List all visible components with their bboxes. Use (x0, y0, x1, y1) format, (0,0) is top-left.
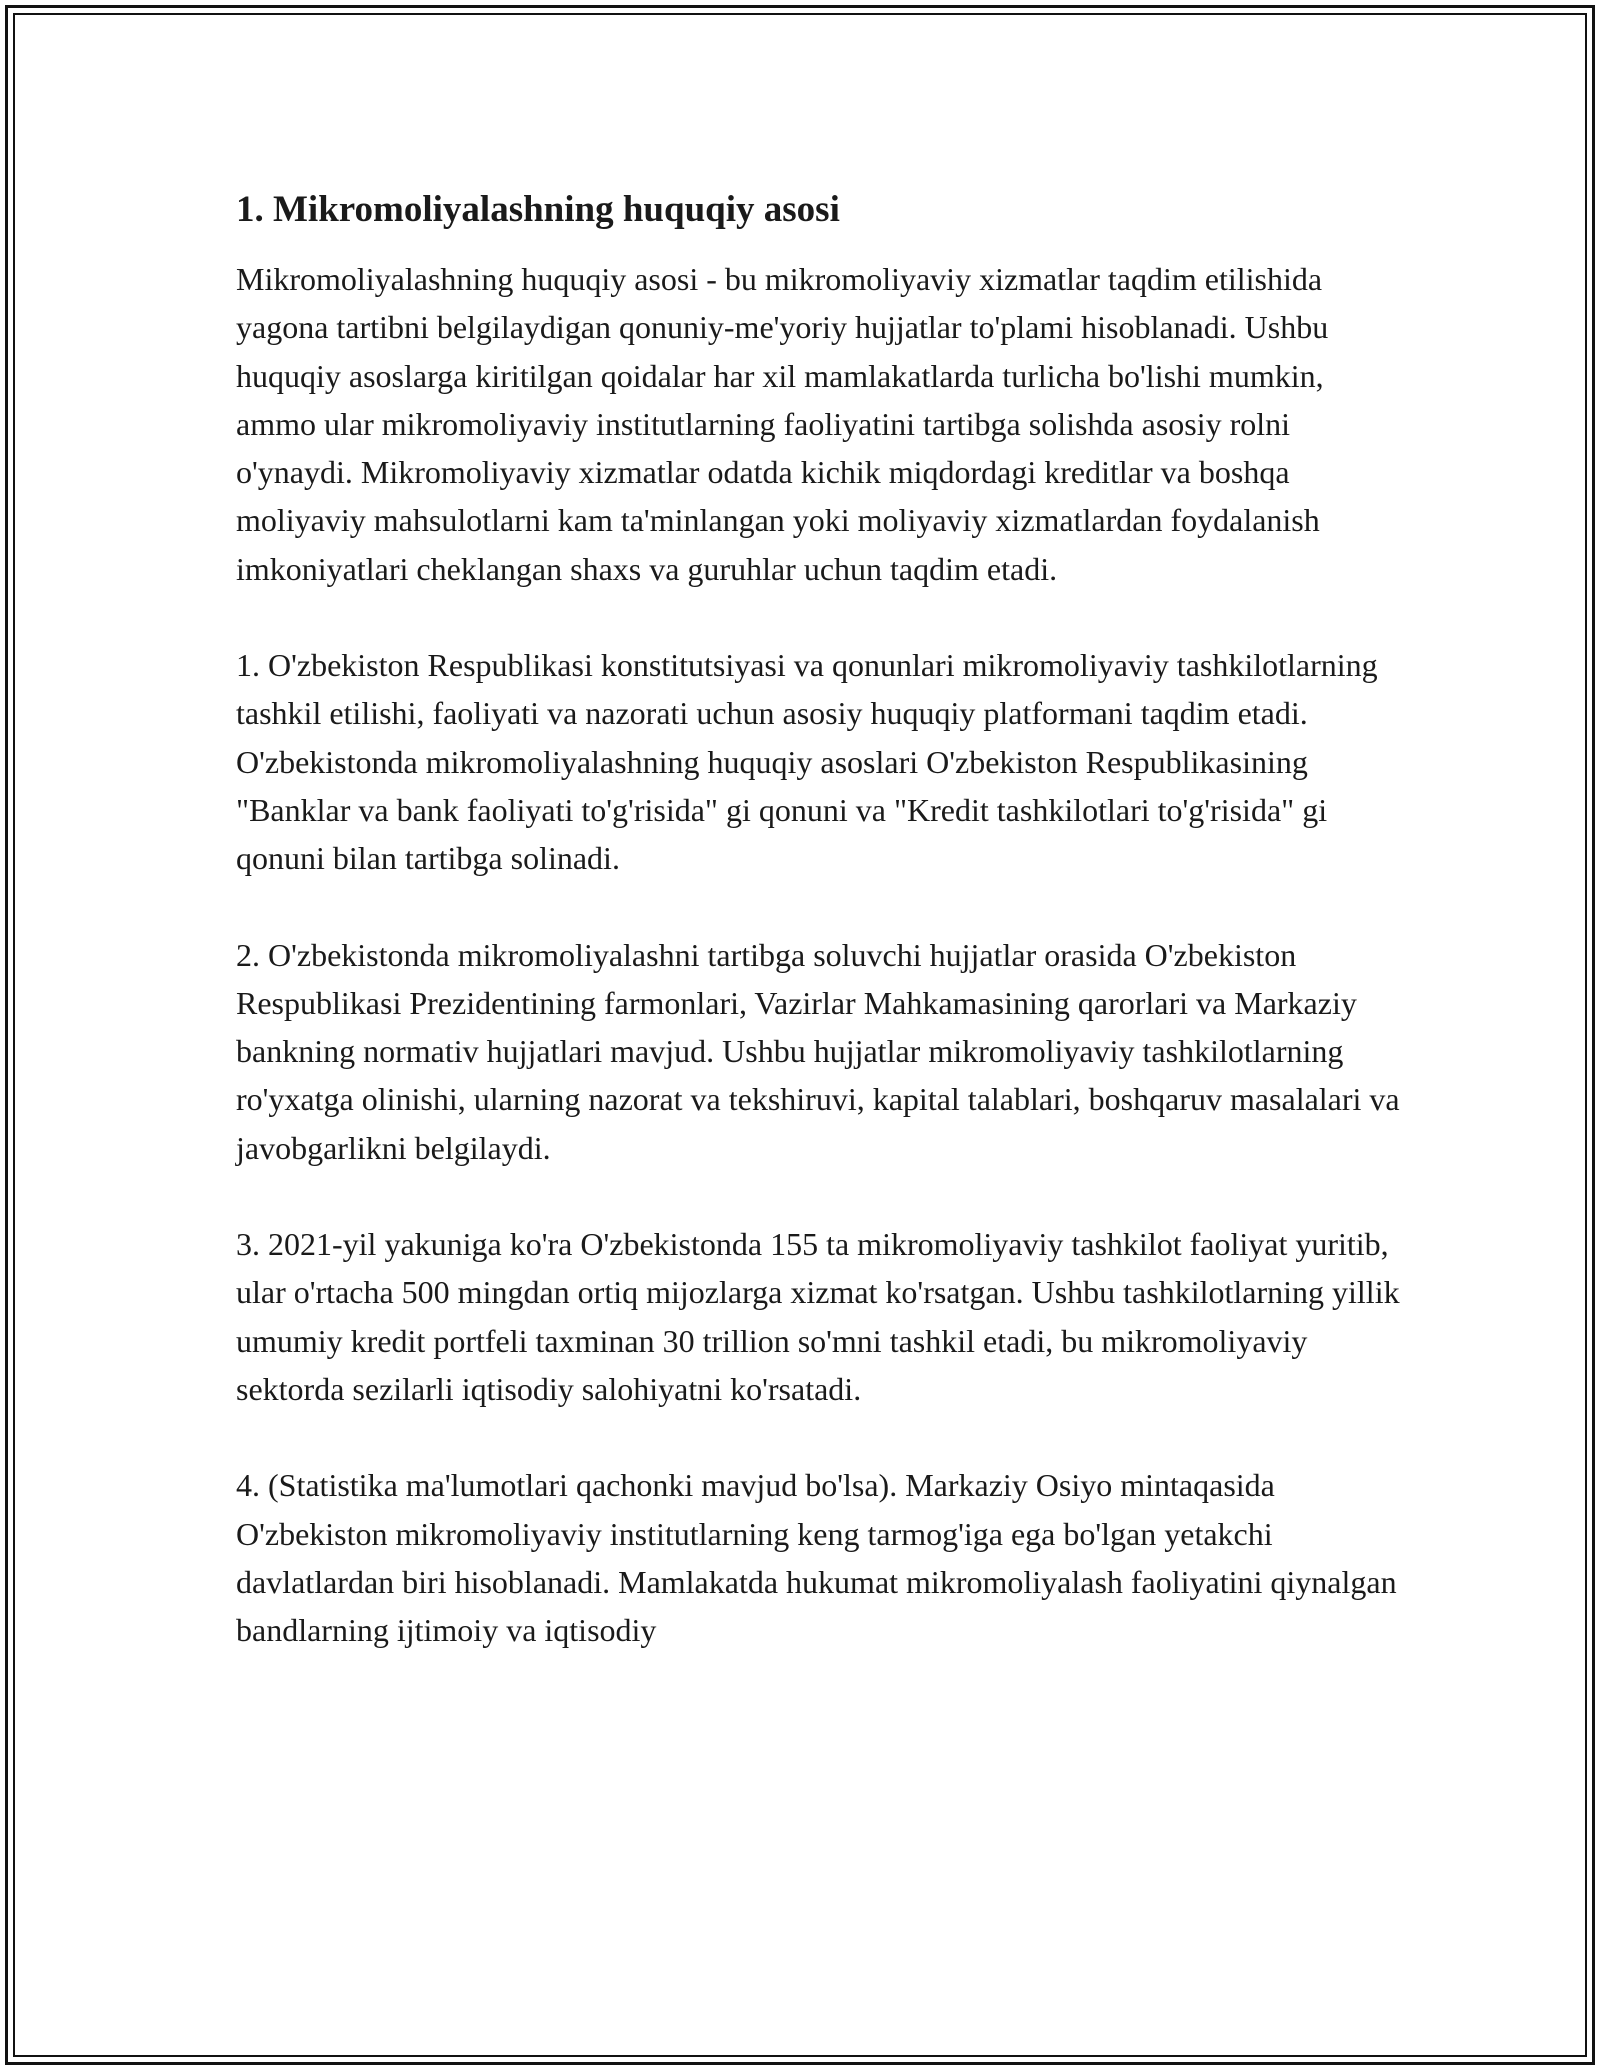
section-title: 1. Mikromoliyalashning huquqiy asosi (236, 189, 840, 230)
paragraph-intro: Mikromoliyalashning huquqiy asosi - bu mikromoliyaviy xizmatlar taqdim etilishida yagona tartibni belgilaydigan qonuniy-me'yoriy hujjatlar to'plami hisoblanadi. Ushbu huquqiy asoslarga kiritilgan qoidalar har xil mamlakatlarda turlicha bo'lishi mumkin, ammo ular mikromoliyaviy institutlarning faoliyatini tartibga solishda asosiy rolni o'ynaydi. Mikromoliyaviy xizmatlar odatda kichik miqdordagi kreditlar va boshqa moliyaviy mahsulotlarni kam ta'minlangan yoki moliyaviy xizmatlardan foydalanish imkoniyatlari cheklangan shaxs va guruhlar uchun taqdim etadi. (236, 261, 1329, 587)
paragraph-item-2: 2. O'zbekistonda mikromoliyalashni tartibga soluvchi hujjatlar orasida O'zbekiston Respublikasi Prezidentining farmonlari, Vazirlar Mahkamasining qarorlari va Markaziy bankning normativ hujjatlari mavjud. Ushbu hujjatlar mikromoliyaviy tashkilotlarning ro'yxatga olinishi, ularning nazorat va tekshiruvi, kapital talablari, boshqaruv masalalari va javobgarlikni belgilaydi. (236, 936, 1400, 1166)
paragraph-item-4: 4. (Statistika ma'lumotlari qachonki mavjud bo'lsa). Markaziy Osiyo mintaqasida O'zbekiston mikromoliyaviy institutlarning keng tarmog'iga ega bo'lgan yetakchi davlatlardan biri hisoblanadi. Mamlakatda hukumat mikromoliyalash faoliyatini qiynalgan bandlarning ijtimoiy va iqtisodiy (236, 1467, 1397, 1649)
document-body (236, 185, 1406, 1702)
paragraph-item-3: 3. 2021-yil yakuniga ko'ra O'zbekistonda 155 ta mikromoliyaviy tashkilot faoliyat yuritib, ular o'rtacha 500 mingdan ortiq mijozlarga xizmat ko'rsatgan. Ushbu tashkilotlarning yillik umumiy kredit portfeli taxminan 30 trillion so'mni tashkil etadi, bu mikromoliyaviy sektorda sezilarli iqtisodiy salohiyatni ko'rsatadi. (236, 1226, 1400, 1407)
paragraph-item-1: 1. O'zbekiston Respublikasi konstitutsiyasi va qonunlari mikromoliyaviy tashkilotlarning tashkil etilishi, faoliyati va nazorati uchun asosiy huquqiy platformani taqdim etadi. O'zbekistonda mikromoliyalashning huquqiy asoslari O'zbekiston Respublikasining "Banklar va bank faoliyati to'g'risida" gi qonuni va "Kredit tashkilotlari to'g'risida" gi qonuni bilan tartibga solinadi. (236, 647, 1378, 877)
